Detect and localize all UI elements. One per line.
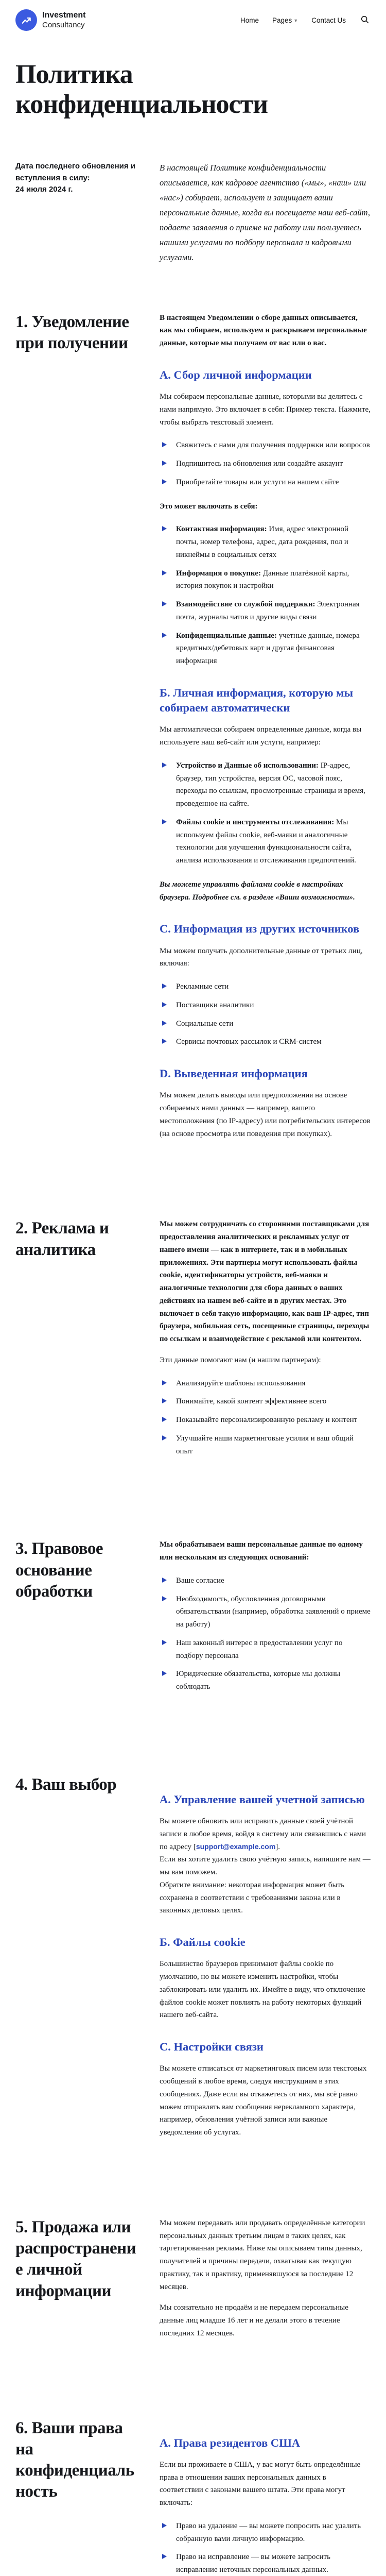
site-logo[interactable] <box>15 9 85 31</box>
bullet-triangle-icon <box>162 479 167 484</box>
paragraph-text: Вы можете обновить или исправить данные своей учётной записи в любое время, войдя в систему или связавшись с нами по адресу [ <box>160 1817 366 1851</box>
paragraph-text: ]. <box>275 1842 280 1851</box>
section-paragraph: Мы можем получать дополнительные данные от третьих лиц, включая: <box>160 946 363 968</box>
section-paragraph: Мы сознательно не продаём и не передаем персональные данные лиц младше 16 лет и не делали этого в течение последних 12 месяцев. <box>160 2303 348 2337</box>
bullet-triangle-icon <box>162 1002 167 1007</box>
bullet-triangle-icon <box>162 1671 167 1676</box>
bullet-list <box>160 759 371 867</box>
bullet-text: IP-адрес, браузер, тип устройства, версия ОС, часовой пояс, переходы по ссылкам, просмотренные страницы и время, проведенное на сайте. <box>176 761 365 808</box>
bullet-text: Рекламные сети <box>176 982 229 991</box>
bullet-triangle-icon <box>162 526 167 531</box>
bullet-text: Анализируйте шаблоны использования <box>176 1379 306 1387</box>
bullet-item <box>160 999 371 1012</box>
bullet-triangle-icon <box>162 1578 167 1583</box>
bullet-item <box>160 630 371 668</box>
bullet-triangle-icon <box>162 1380 167 1385</box>
bullet-item <box>160 476 371 489</box>
section-note: Вы можете управлять файлами cookie в настройках браузера. Подробнее см. в разделе «Ваши возможности». <box>160 880 355 902</box>
bullet-text: Ваше согласие <box>176 1576 224 1585</box>
bullet-text: Право на удаление — вы можете попросить нас удалить собранную вами личную информацию. <box>176 2521 361 2543</box>
bullet-triangle-icon <box>162 601 167 606</box>
brand-line2: Consultancy <box>42 20 85 29</box>
policy-section <box>15 2418 371 2576</box>
bullet-text: Наш законный интерес в предоставлении услуг по подбору персонала <box>176 1638 343 1660</box>
bullet-triangle-icon <box>162 1417 167 1422</box>
section-paragraph: Большинство браузеров принимают файлы cookie по умолчанию, но вы можете изменить настройки, чтобы заблокировать или удалить их. Имейте в виду, что отключение файлов cookie может повлиять на работу некоторых функций нашего веб-сайта. <box>160 1960 365 2020</box>
section-title: 6. Ваши права на конфиденциальность <box>15 2418 134 2501</box>
bullet-list <box>160 1574 371 1693</box>
last-updated-label: Дата последнего обновления и вступления в силу: <box>15 162 135 182</box>
brand-line1: Investment <box>42 11 86 20</box>
bullet-item <box>160 1018 371 1030</box>
bullet-text: Понимайте, какой контент эффективнее всего <box>176 1397 327 1406</box>
section-subheading: А. Права резидентов США <box>160 2436 301 2449</box>
bullet-lead: Взаимодействие со службой поддержки: <box>176 600 315 609</box>
bullet-item <box>160 439 371 452</box>
section-title: 2. Реклама и аналитика <box>15 1219 109 1259</box>
last-updated <box>15 161 139 265</box>
bullet-lead: Контактная информация: <box>176 525 267 534</box>
bullet-triangle-icon <box>162 1435 167 1440</box>
bullet-triangle-icon <box>162 984 167 989</box>
section-subheading: Б. Файлы cookie <box>160 1936 245 1949</box>
bullet-triangle-icon <box>162 1398 167 1403</box>
paragraph-text: Если вы хотите удалить свою учётную запись, напишите нам — мы вам поможем. <box>160 1855 371 1877</box>
section-subheading: А. Управление вашей учетной записью <box>160 1792 365 1806</box>
section-paragraph <box>160 1815 371 1917</box>
bullet-item <box>160 457 371 470</box>
section-title: 4. Ваш выбор <box>15 1775 117 1794</box>
bullet-list <box>160 439 371 488</box>
page-title: Политика конфиденциальности <box>15 60 268 120</box>
section-paragraph: Если вы проживаете в США, у вас могут быть определённые права в отношении ваших персональных данных в соответствии с законами вашего штата. Эти права могут включать: <box>160 2460 361 2507</box>
policy-section <box>15 1218 371 1469</box>
section-title: 1. Уведомление при получении <box>15 312 129 352</box>
bullet-text: Свяжитесь с нами для получения поддержки или вопросов <box>176 441 370 450</box>
bullet-text: Юридические обязательства, которые мы должны соблюдать <box>176 1670 341 1691</box>
section-lead-paragraph: В настоящем Уведомлении о сборе данных описывается, как мы собираем, используем и раскрываем персональные данные, которые мы получаем от вас или о вас. <box>160 313 367 348</box>
bullet-list <box>160 2520 371 2576</box>
bullet-item <box>160 1377 371 1390</box>
bullet-item <box>160 1036 371 1048</box>
bullet-item <box>160 1668 371 1693</box>
bullet-item <box>160 816 371 867</box>
bullet-item <box>160 2551 371 2576</box>
bullet-text: Социальные сети <box>176 1019 234 1028</box>
nav-link-contact-us[interactable]: Contact Us <box>311 16 346 24</box>
bullet-lead: Файлы cookie и инструменты отслеживания: <box>176 818 335 826</box>
paragraph-text: Обратите внимание: некоторая информация может быть сохранена в соответствии с требованиями закона или в законных деловых целях. <box>160 1880 344 1915</box>
section-paragraph: Мы можем передавать или продавать определённые категории персональных данных третьим лицам в таких целях, как таргетированная реклама. Ниже мы описываем типы данных, получателей и причины передачи, охватывая как текущую практику, так и практику, применявшуюся за последние 12 месяцев. <box>160 2218 365 2291</box>
bullet-item <box>160 567 371 593</box>
policy-section <box>15 1774 371 2147</box>
section-title: 3. Правовое основание обработки <box>15 1539 103 1601</box>
chevron-down-icon: ▼ <box>293 18 299 23</box>
bullet-text: Подпишитесь на обновления или создайте аккаунт <box>176 460 343 468</box>
section-body <box>160 2217 371 2348</box>
section-subheading: Б. Личная информация, которую мы собираем автоматически <box>160 686 354 715</box>
bullet-triangle-icon <box>162 442 167 447</box>
bullet-text: Сервисы почтовых рассылок и CRM-систем <box>176 1038 322 1046</box>
bullet-text: Приобретайте товары или услуги на нашем сайте <box>176 478 339 486</box>
bullet-text: Имя, адрес электронной почты, номер телефона, адрес, дата рождения, пол и никнеймы в социальных сетях <box>176 525 349 559</box>
search-button[interactable] <box>359 14 371 27</box>
bullet-item <box>160 980 371 993</box>
bullet-item <box>160 598 371 624</box>
bullet-text: Мы используем файлы cookie, веб-маяки и аналогичные технологии для улучшения функциональности сайта, анализа использования и отслеживания предпочтений. <box>176 818 356 865</box>
bullet-item <box>160 1395 371 1408</box>
bullet-item <box>160 1414 371 1427</box>
bullet-text: Электронная почта, журналы чатов и другие виды связи <box>176 600 360 621</box>
bullet-text: Данные платёжной карты, история покупок и настройки <box>176 569 349 590</box>
bullet-triangle-icon <box>162 1596 167 1601</box>
bullet-triangle-icon <box>162 819 167 824</box>
bullet-text: Право на исправление — вы можете запросить исправление неточных персональных данных. <box>176 2553 330 2574</box>
section-lead-paragraph: Мы можем сотрудничать со сторонними поставщиками для предоставления аналитических и рекламных услуг от нашего имени — как в интернете, так и в мобильных приложениях. Эти партнеры могут использовать файлы cookie, идентификаторы устройств, веб-маяки и аналогичные технологии для сбора данных о ваших действиях на нашем веб-сайте и в других местах. Это включает в себя такую информацию, как ваш IP-адрес, тип браузера, мобильная сеть, посещенные страницы, переходы по ссылкам и взаимодействие с рекламой или контентом. <box>160 1220 370 1344</box>
bullet-item <box>160 1593 371 1631</box>
bullet-item <box>160 1432 371 1458</box>
section-paragraph: Мы автоматически собираем определенные данные, когда вы используете наш веб-сайт или услуги, например: <box>160 725 362 747</box>
logo-trending-up-icon <box>15 9 37 31</box>
section-body <box>160 1538 371 1705</box>
main-nav <box>240 14 371 27</box>
bullet-list <box>160 1377 371 1458</box>
bullet-list <box>160 523 371 668</box>
section-subheading: D. Выведенная информация <box>160 1067 308 1080</box>
bullet-triangle-icon <box>162 1021 167 1026</box>
nav-link-home[interactable]: Home <box>240 16 259 24</box>
site-header <box>0 0 386 38</box>
last-updated-date: 24 июля 2024 г. <box>15 185 73 194</box>
section-subheading: А. Сбор личной информации <box>160 368 312 381</box>
bullet-lead: Устройство и Данные об использовании: <box>176 761 319 770</box>
bullet-text: Улучшайте наши маркетинговые усилия и ваш общий опыт <box>176 1434 354 1455</box>
bullet-lead: Конфиденциальные данные: <box>176 631 277 640</box>
bullet-item <box>160 1574 371 1587</box>
nav-links <box>240 16 346 24</box>
intro-row <box>0 161 386 265</box>
section-paragraph: Мы можем делать выводы или предположения на основе собираемых нами данных — например, вашего местоположения (по IP-адресу) или потребительских интересов (на основе просмотра или поведения при покупках). <box>160 1091 371 1138</box>
policy-sections <box>0 312 386 2576</box>
bullet-item <box>160 759 371 810</box>
section-paragraph: Эти данные помогают нам (и нашим партнерам): <box>160 1355 321 1364</box>
section-body <box>160 1774 371 2147</box>
section-paragraph: Мы собираем персональные данные, которыми вы делитесь с нами напрямую. Это включает в себя: Пример текста. Нажмите, чтобы выбрать текстовый элемент. <box>160 393 371 427</box>
bullet-list <box>160 980 371 1048</box>
bullet-triangle-icon <box>162 2554 167 2559</box>
bullet-item <box>160 2520 371 2546</box>
bullet-text: учетные данные, номера кредитных/дебетовых карт и другая финансовая информация <box>176 631 360 666</box>
bullet-text: Показывайте персонализированную рекламу и контент <box>176 1416 358 1425</box>
section-lead-paragraph: Это может включать в себя: <box>160 502 258 511</box>
policy-section <box>15 2217 371 2348</box>
brand-name <box>42 11 85 29</box>
bullet-triangle-icon <box>162 2523 167 2528</box>
bullet-item <box>160 523 371 561</box>
support-email-link[interactable]: support@example.com <box>196 1842 276 1851</box>
section-body <box>160 2418 371 2576</box>
section-body <box>160 312 371 1149</box>
bullet-triangle-icon <box>162 461 167 466</box>
section-body <box>160 1218 371 1469</box>
policy-section <box>15 1538 371 1705</box>
bullet-triangle-icon <box>162 1039 167 1044</box>
section-title: 5. Продажа или распространение личной информации <box>15 2217 136 2300</box>
nav-link-pages[interactable]: Pages ▼ <box>272 16 299 24</box>
bullet-text: Поставщики аналитики <box>176 1001 254 1009</box>
policy-section <box>15 312 371 1149</box>
bullet-triangle-icon <box>162 570 167 575</box>
bullet-triangle-icon <box>162 762 167 768</box>
bullet-triangle-icon <box>162 1640 167 1645</box>
bullet-text: Необходимость, обусловленная договорными обязательствами (например, обработка заявлений о приеме на работу) <box>176 1595 371 1629</box>
search-icon <box>360 15 370 26</box>
section-subheading: С. Настройки связи <box>160 2040 264 2054</box>
bullet-item <box>160 1637 371 1663</box>
bullet-lead: Информация о покупке: <box>176 569 261 578</box>
bullet-triangle-icon <box>162 633 167 638</box>
section-paragraph: Вы можете отписаться от маркетинговых писем или текстовых сообщений в любое время, следуя инструкциям в этих сообщениях. Даже если вы откажетесь от них, мы всё равно можем отправлять вам сообщения нерекламного характера, например, обновления учётной записи или важные уведомления об услугах. <box>160 2064 367 2137</box>
section-lead-paragraph: Мы обрабатываем ваши персональные данные по одному или нескольким из следующих оснований: <box>160 1540 363 1562</box>
policy-intro: В настоящей Политике конфиденциальности описывается, как кадровое агентство («мы», «наш» или «нас») собирает, использует и защищает ваши персональные данные, когда вы посещаете наш веб-сайт, подаете заявления о приеме на работу или пользуетесь нашими услугами по подбору персонала и кадровыми услугами. <box>160 163 371 262</box>
section-subheading: С. Информация из других источников <box>160 922 360 936</box>
